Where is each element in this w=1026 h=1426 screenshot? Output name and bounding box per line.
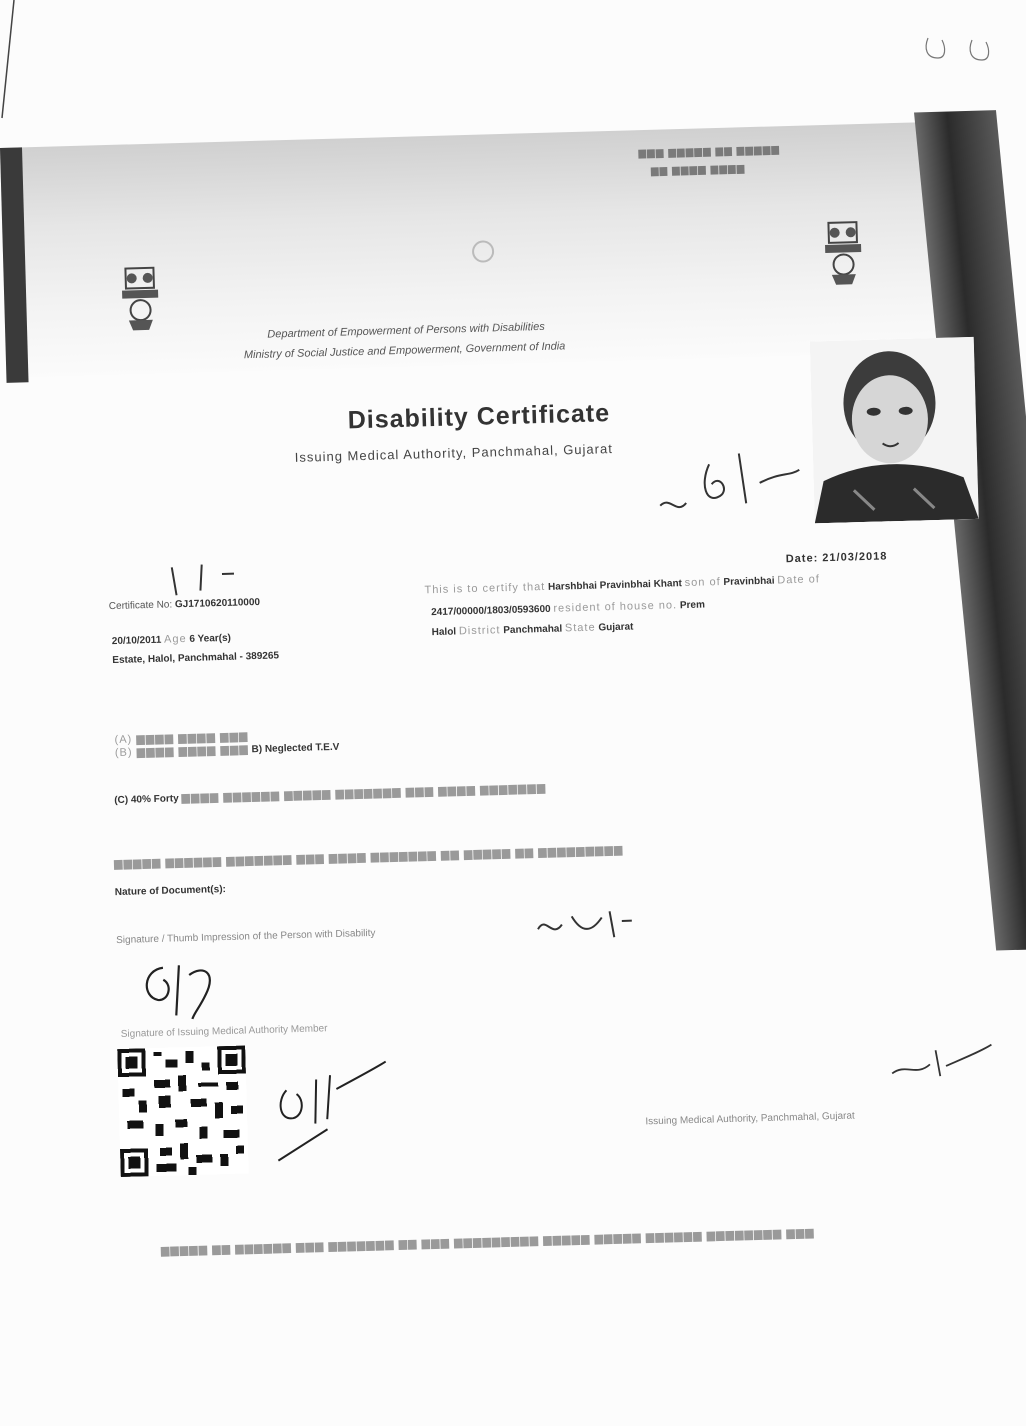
member-signature [133,954,245,1027]
village: Prem [679,599,706,612]
father-name: Pravinbhai [723,575,775,588]
authority-signature-bottom [256,1057,399,1181]
margin-scratch [0,0,40,120]
faint-label: Age [163,632,187,646]
faint-label: Date of [777,573,820,587]
member-signature-caption: Signature of Issuing Medical Authority Member [120,1023,328,1040]
faint-label: ▆▆▆▆ ▆▆▆▆▆▆ ▆▆▆▆▆ ▆▆▆▆▆▆▆ ▆▆▆ ▆▆▆▆ ▆▆▆▆▆▆▆ [181,782,547,805]
percentage: 40% [130,794,152,806]
applicant-photo [810,337,979,524]
certificate-document [0,120,1026,1257]
nature-of-document-label: Nature of Document(s): [114,883,227,899]
certificate-number: GJ1710620110000 [174,596,261,611]
applicant-name: Harshbhai Pravinbhai Khant [547,578,683,593]
header-hindi-line: ▆▆▆ ▆▆▆▆▆ ▆▆ ▆▆▆▆▆ [638,144,781,160]
certificate-number-label: Certificate No: [108,599,173,613]
age: 6 Year(s) [189,632,232,645]
department-line: Department of Empowerment of Persons with Disabilities [267,320,545,341]
faint-label: (B) ▆▆▆▆ ▆▆▆▆ ▆▆▆ [114,743,249,760]
certificate-title: Disability Certificate [347,399,611,435]
faint-watermark-emblem [453,236,514,268]
faint-label: State [564,621,596,635]
footer-signature [885,1041,996,1084]
issuing-authority: Issuing Medical Authority, Panchmahal, Gujarat [294,441,614,465]
applicant-signature [531,902,642,945]
corner-marks [920,30,1000,70]
qr-code [117,1046,249,1178]
faint-label: District [458,624,501,638]
district: Panchmahal [503,623,563,637]
faint-label: (A) ▆▆▆▆ ▆▆▆▆ ▆▆▆ [114,730,249,747]
state: Gujarat [598,621,634,634]
taluka: Halol [431,626,457,639]
header-hindi-line-2: ▆▆ ▆▆▆▆ ▆▆▆▆ [650,163,746,177]
applicant-photo-image [810,337,979,524]
footer-note: ▆▆▆▆▆ ▆▆ ▆▆▆▆▆▆ ▆▆▆ ▆▆▆▆▆▆▆ ▆▆ ▆▆▆ ▆▆▆▆▆▆▆▆▆ ▆▆▆▆▆ ▆▆▆▆▆ ▆▆▆▆▆▆ ▆▆▆▆▆▆▆▆ ▆▆▆ [160,1226,815,1257]
ministry-line: Ministry of Social Justice and Empowerment, Government of India [243,340,566,362]
address-line: Estate, Halol, Panchmahal - 389265 [112,650,280,667]
condition: B) Neglected T.E.V [251,741,340,756]
residence-proof-line: ▆▆▆▆▆ ▆▆▆▆▆▆ ▆▆▆▆▆▆▆ ▆▆▆ ▆▆▆▆ ▆▆▆▆▆▆▆ ▆▆ ▆▆▆▆▆ ▆▆ ▆▆▆▆▆▆▆▆▆ [113,843,624,871]
authority-signature-top [649,442,811,526]
thumb-caption: Signature / Thumb Impression of the Person with Disability [116,927,376,947]
percentage-prefix: (C) [114,794,129,807]
certificate-date: Date: 21/03/2018 [785,550,888,566]
footer-authority: Issuing Medical Authority, Panchmahal, Gujarat [645,1110,855,1128]
national-emblem-right [814,216,872,294]
faint-label: son of [684,576,721,590]
id-number: 2417/00000/1803/0593600 [430,603,551,619]
date-of-birth: 20/10/2011 [111,634,162,648]
percentage-words: Forty [153,793,179,805]
faint-label: resident of house no. [553,599,678,615]
faint-label: This is to certify that [424,580,546,597]
national-emblem-left [111,261,169,339]
handwritten-mark [162,559,253,601]
